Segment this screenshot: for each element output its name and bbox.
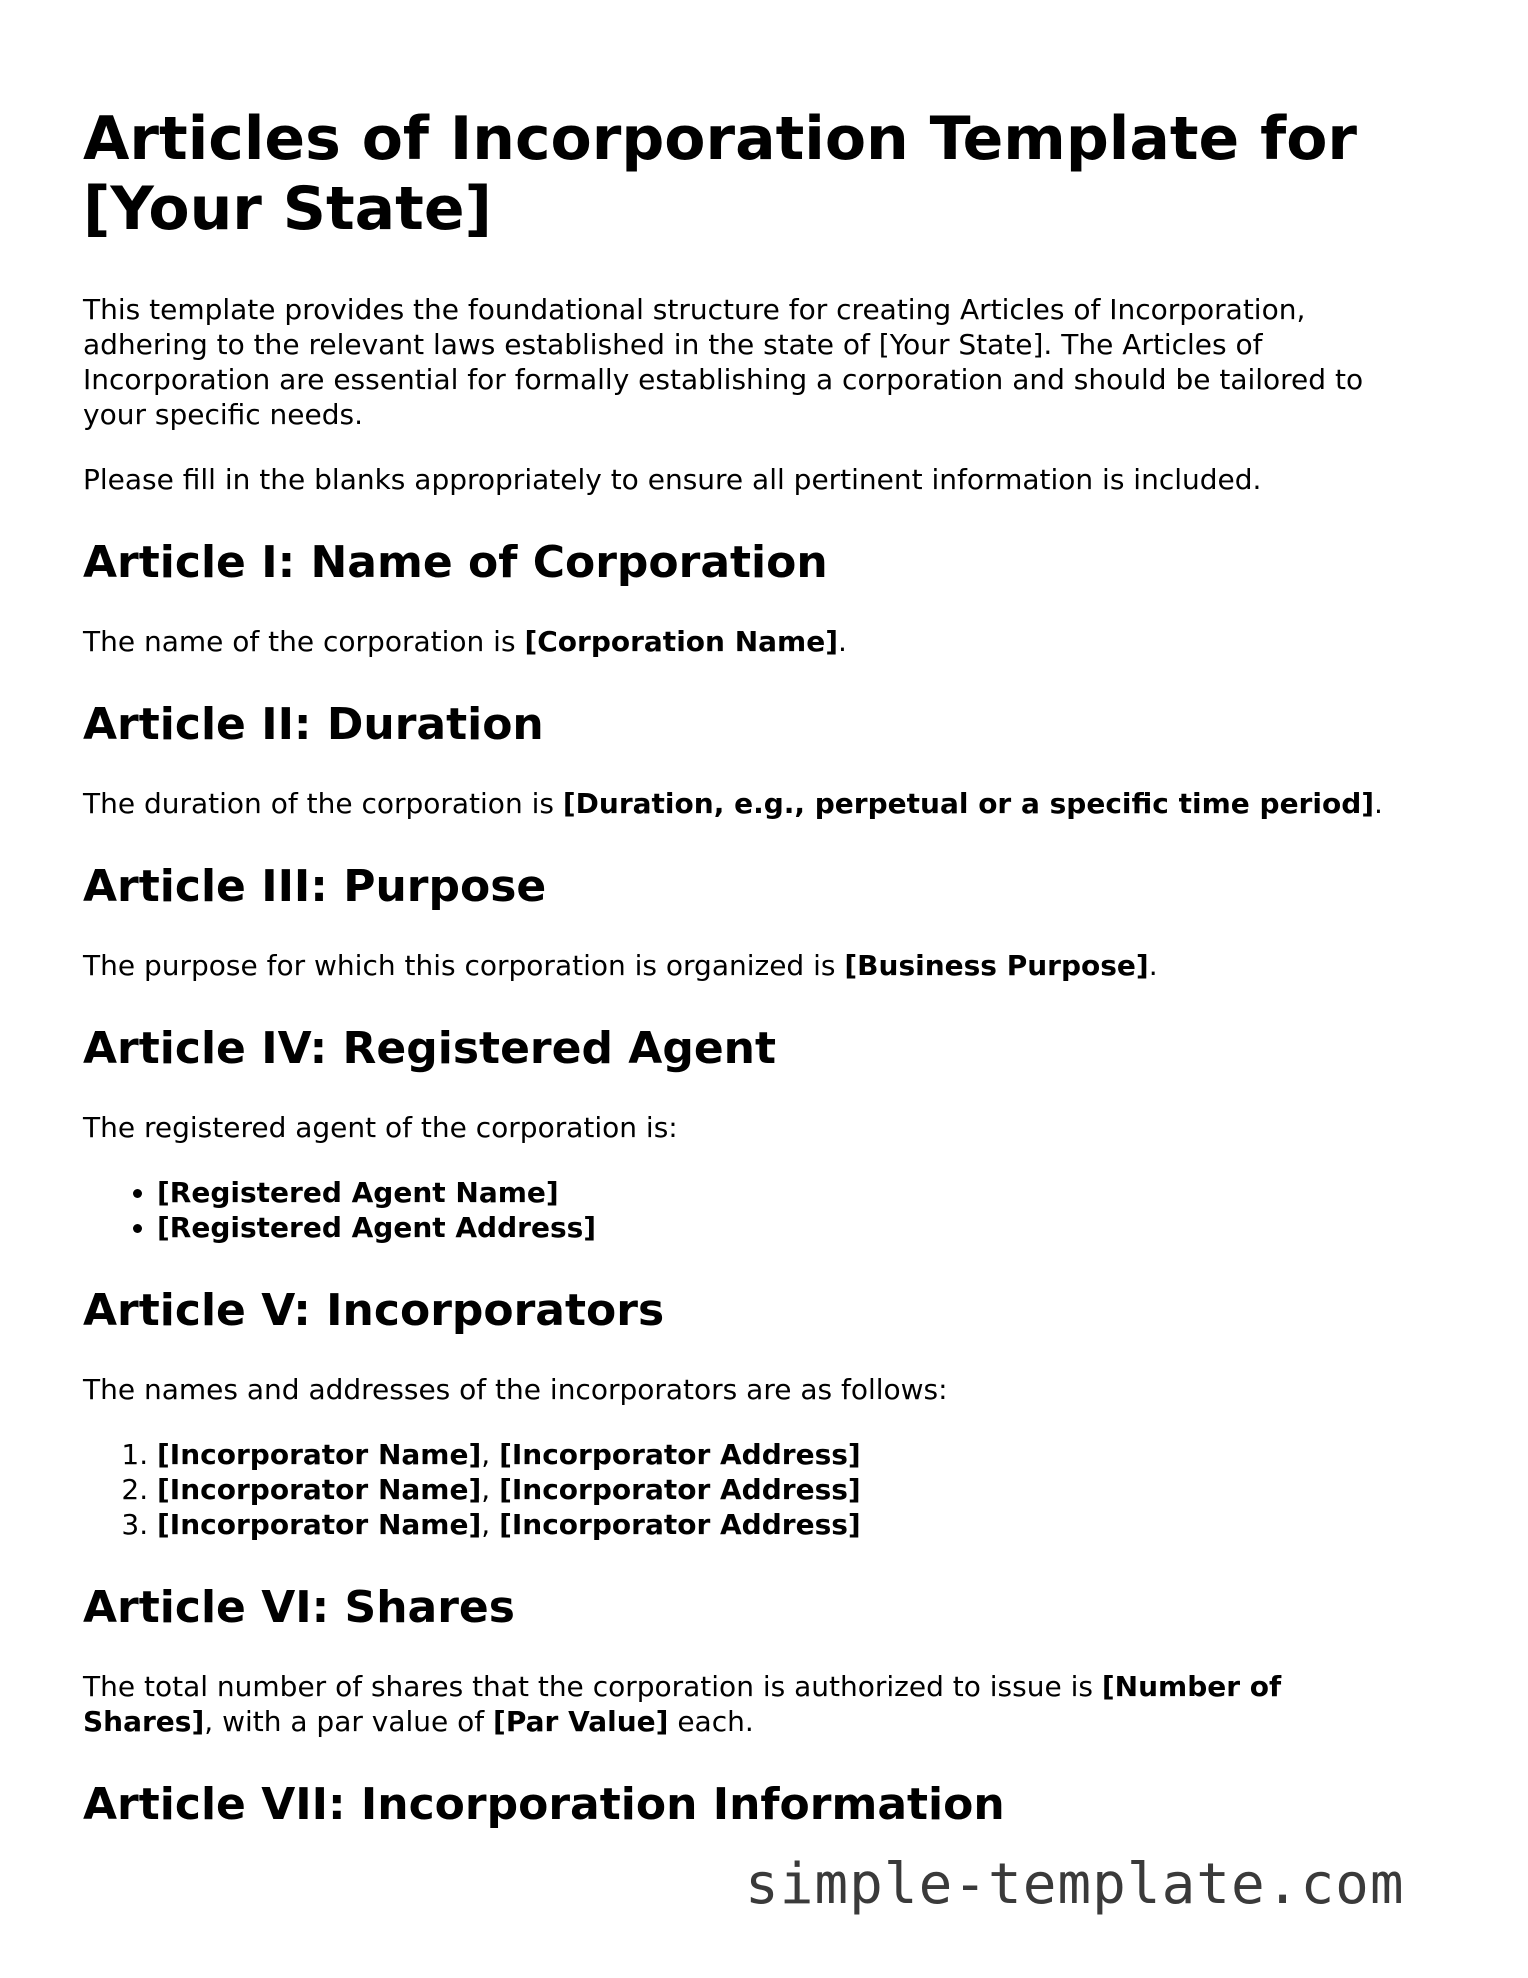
list-item [157,1507,1413,1542]
number-of-shares-placeholder: [Number of Shares] [83,1670,1282,1738]
list-item [157,1175,1413,1210]
article-1-text-before: The name of the corporation is [83,625,525,658]
article-3-heading: Article III: Purpose [83,861,547,912]
duration-placeholder: [Duration, e.g., perpetual or a specific time period] [562,787,1375,820]
article-6-text [83,1669,1413,1739]
separator: , [481,1473,500,1506]
intro-paragraph: This template provides the foundational structure for creating Articles of Incorporation, adhering to the relevant laws established in the state of [Your State]. The Articles of Incorporation are essential for formally establishing a corporation and should be tailored to your specific needs. [83,293,1364,431]
par-value-placeholder: [Par Value] [493,1705,669,1738]
article-1-text [83,624,1413,659]
article-6-text-after: each. [668,1705,754,1738]
registered-agent-list [83,1175,1413,1245]
article-3-text-after: . [1148,949,1158,982]
separator: , [481,1508,500,1541]
article-7-heading: Article VII: Incorporation Information [83,1779,1005,1830]
article-2-text-before: The duration of the corporation is [83,787,563,820]
registered-agent-name-placeholder: [Registered Agent Name] [157,1176,559,1209]
incorporator-address-placeholder: [Incorporator Address] [499,1438,861,1471]
list-item [157,1437,1413,1472]
incorporator-name-placeholder: [Incorporator Name] [157,1438,482,1471]
incorporator-address-placeholder: [Incorporator Address] [499,1473,861,1506]
article-4-heading: Article IV: Registered Agent [83,1023,777,1074]
article-2-text [83,786,1413,821]
article-5-text: The names and addresses of the incorporators are as follows: [83,1373,948,1406]
corporation-name-placeholder: [Corporation Name] [524,625,839,658]
separator: , [481,1438,500,1471]
document-title: Articles of Incorporation Template for [Your State] [83,104,1358,244]
article-6-text-middle: , with a par value of [204,1705,494,1738]
watermark: simple-template.com [745,1852,1405,1917]
article-2-heading: Article II: Duration [83,699,544,750]
article-6-heading: Article VI: Shares [83,1582,515,1633]
registered-agent-address-placeholder: [Registered Agent Address] [157,1211,597,1244]
incorporator-name-placeholder: [Incorporator Name] [157,1473,482,1506]
article-5-heading: Article V: Incorporators [83,1285,665,1336]
list-item [157,1210,1413,1245]
incorporator-address-placeholder: [Incorporator Address] [499,1508,861,1541]
business-purpose-placeholder: [Business Purpose] [844,949,1149,982]
document-page [83,104,1413,1866]
incorporators-list [83,1437,1413,1542]
article-1-text-after: . [838,625,847,658]
article-1-heading: Article I: Name of Corporation [83,537,828,588]
article-2-text-after: . [1374,787,1383,820]
article-3-text [83,948,1413,983]
instruction-paragraph: Please fill in the blanks appropriately to ensure all pertinent information is included. [83,463,1262,496]
article-4-text: The registered agent of the corporation is: [83,1111,678,1144]
article-3-text-before: The purpose for which this corporation is organized is [83,949,845,982]
article-6-text-before: The total number of shares that the corporation is authorized to issue is [83,1670,1102,1703]
list-item [157,1472,1413,1507]
incorporator-name-placeholder: [Incorporator Name] [157,1508,482,1541]
